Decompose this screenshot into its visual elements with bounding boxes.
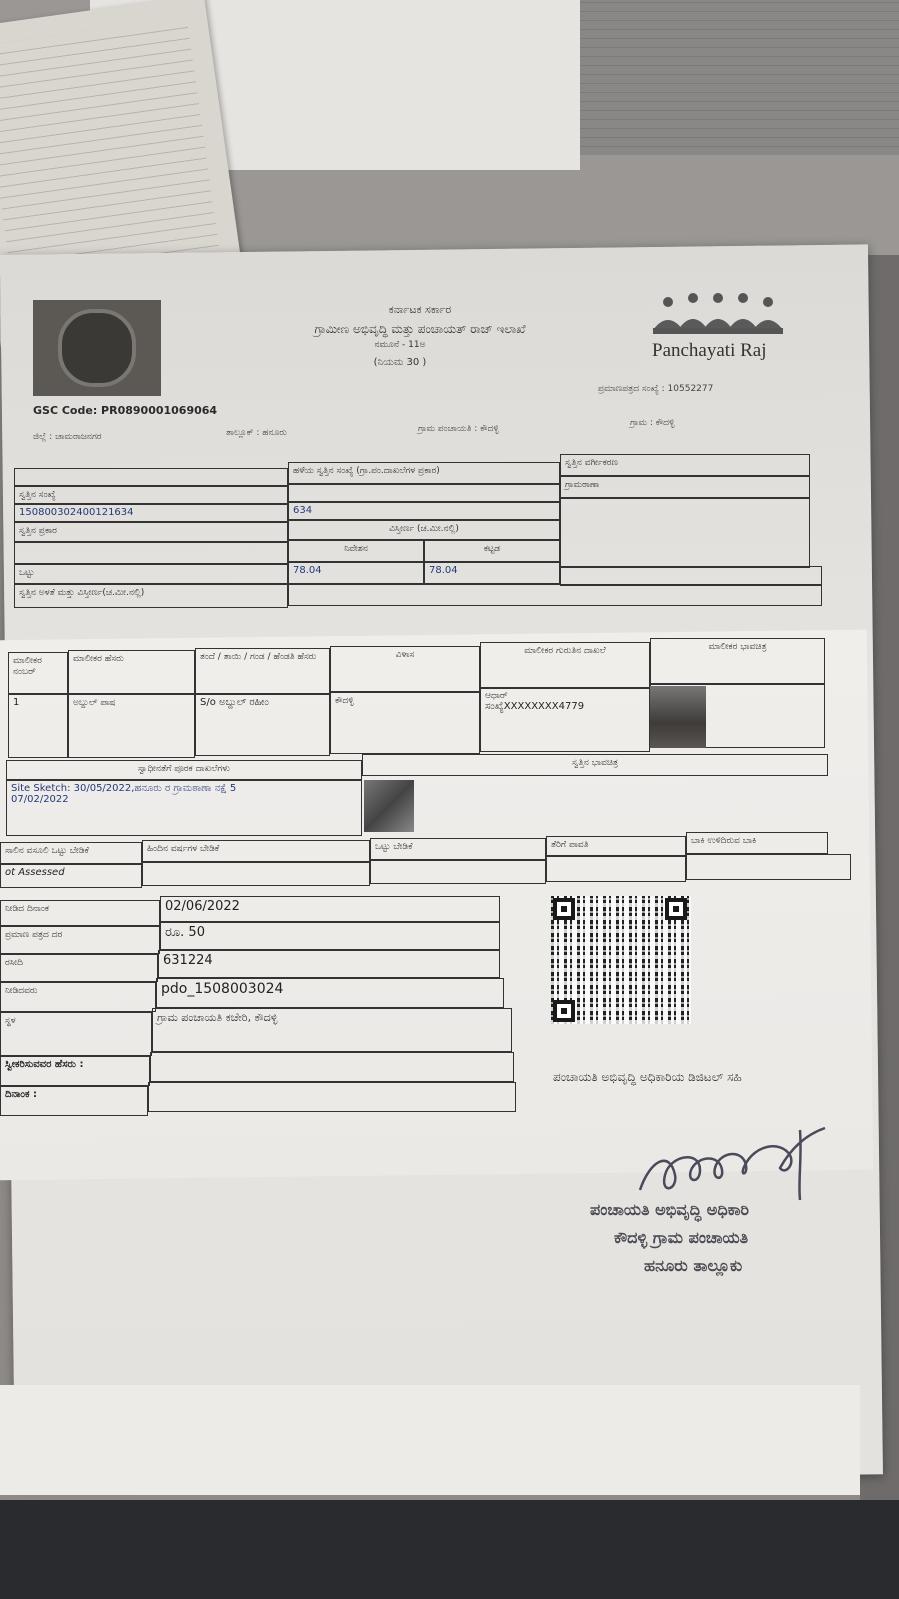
karnataka-emblem [33, 300, 161, 396]
site-area-value: 78.04 [293, 565, 322, 576]
old-property-no-label: ಹಳೆಯ ಸ್ವತ್ತಿನ ಸಂಖ್ಯೆ (ಗ್ರಾ.ಪಂ.ದಾಖಲೆಗಳ ಪ್ರಕಾರ) [293, 466, 440, 476]
place-label: ಸ್ಥಳ [5, 1016, 16, 1026]
owners-header-name: ಮಾಲೀಕರ ಹೆಸರು [73, 654, 124, 664]
classification-value: ಗ್ರಾಮಠಾಣಾ [565, 480, 600, 490]
recipient-date-label: ದಿನಾಂಕ : [5, 1089, 37, 1100]
stamp-line-1: ಪಂಚಾಯತಿ ಅಭಿವೃದ್ಧಿ ಅಧಿಕಾರಿ [590, 1200, 749, 1219]
dimension-label: ಸ್ವತ್ತಿನ ಅಳತೆ ಮತ್ತು ವಿಸ್ತೀರ್ಣ(ಚ.ಮೀ.ನಲ್ಲಿ) [19, 588, 145, 598]
gram-panchayat: ಗ್ರಾಮ ಪಂಚಾಯತಿ : ಕೌದಳ್ಳಿ [418, 424, 499, 434]
tax-header-paid: ತೆರಿಗೆ ಪಾವತಿ [551, 840, 589, 850]
qr-code [551, 896, 691, 1024]
fee-label: ಪ್ರಮಾಣ ಪತ್ರದ ದರ [5, 930, 63, 940]
total-label: ಒಟ್ಟು [19, 568, 35, 578]
gov-name: ಕರ್ನಾಟಕ ಸರ್ಕಾರ [388, 303, 452, 316]
owners-header-id: ಮಾಲೀಕರ ಗುರುತಿನ ದಾಖಲೆ [524, 646, 606, 656]
issue-date-value: 02/06/2022 [165, 899, 240, 914]
recipient-name-label: ಸ್ವೀಕರಿಸುವವರ ಹೆಸರು : [5, 1059, 84, 1070]
issued-by-value: pdo_1508003024 [161, 981, 284, 997]
background-bottom [0, 1500, 899, 1599]
issue-date-label: ನೀಡಿದ ದಿನಾಂಕ [5, 904, 49, 914]
classification-label: ಸ್ವತ್ತಿನ ವರ್ಗೀಕರಣ [565, 458, 618, 468]
stamp-line-3: ಹನೂರು ತಾಲ್ಲೂಕು [644, 1256, 743, 1275]
certificate-number: ಪ್ರಮಾಣಪತ್ರದ ಸಂಖ್ಯೆ : 10552277 [598, 384, 714, 394]
site-label: ನಿವೇಶನ [344, 544, 368, 554]
rule-no: (ನಿಯಮ 30 ) [373, 357, 427, 368]
owner-name: ಅಬ್ದುಲ್ ಪಾಷ [73, 698, 116, 708]
receipt-value: 631224 [163, 953, 213, 968]
stamp-line-2: ಕೌದಳ್ಳಿ ಗ್ರಾಮ ಪಂಚಾಯತಿ [614, 1228, 749, 1247]
taluk: ತಾಲ್ಲೂಕ್ : ಹನೂರು [226, 428, 287, 438]
old-property-no-value: 634 [293, 505, 313, 516]
form-no: ನಮೂನೆ - 11ಅ [374, 340, 426, 350]
owners-header-no: ಮಾಲೀಕರ ನಂಬರ್ [13, 656, 42, 677]
property-type-label: ಸ್ವತ್ತಿನ ಪ್ರಕಾರ [19, 526, 57, 536]
owners-header-address: ವಿಳಾಸ [395, 650, 415, 660]
tax-not-assessed: ot Assessed [5, 867, 65, 878]
panchayati-raj-text: Panchayati Raj [652, 340, 767, 361]
owner-id-type: ಆಧಾರ್ [485, 691, 508, 701]
tax-header-current: ಸಾಲಿನ ವಸೂಲಿ ಒಟ್ಟು ಬೇಡಿಕೆ [5, 846, 89, 856]
supporting-docs-label: ಸ್ವಾಧೀನತೆಗೆ ಪೂರಕ ದಾಖಲೆಗಳು [138, 764, 230, 774]
property-id-label: ಸ್ವತ್ತಿನ ಸಂಖ್ಯೆ [19, 490, 56, 500]
gsc-code: GSC Code: PR089000106906​4 [33, 404, 218, 417]
digital-sign-label: ಪಂಚಾಯತಿ ಅಭಿವೃದ್ಧಿ ಅಧಿಕಾರಿಯ ಡಿಜಿಟಲ್ ಸಹಿ [553, 1070, 742, 1084]
owner-photo [650, 686, 706, 748]
paper-bottom-fold [0, 1385, 860, 1495]
receipt-label: ರಸೀದಿ [5, 958, 23, 968]
background-cloth [555, 0, 899, 155]
tax-header-total: ಒಟ್ಟು ಬೇಡಿಕೆ [375, 842, 413, 852]
dept-name: ಗ್ರಾಮೀಣ ಅಭಿವೃದ್ಧಿ ಮತ್ತು ಪಂಚಾಯತ್ ರಾಜ್ ಇಲಾಖೆ [314, 322, 526, 336]
fee-value: ರೂ. 50 [165, 925, 205, 940]
owners-header-relation: ತಂದೆ / ತಾಯಿ / ಗಂಡ / ಹೆಂಡತಿ ಹೆಸರು [200, 652, 317, 662]
owner-no: 1 [13, 697, 20, 708]
owner-relation: S/o ಅಬ್ದುಲ್ ರಹೀಂ [200, 697, 269, 708]
building-label: ಕಟ್ಟಡ [483, 544, 501, 554]
supporting-doc-line2: 07/02/2022 [11, 794, 69, 805]
issued-by-label: ನೀಡಿದವರು [5, 986, 38, 996]
village: ಗ್ರಾಮ : ಕೌದಳ್ಳಿ [630, 418, 675, 428]
panchayati-raj-logo [648, 290, 788, 340]
owner-id-number: ಸಂಖ್ಯೆXXXXXXXX4779 [485, 701, 585, 712]
owner-address: ಕೌದಳ್ಳಿ [335, 696, 354, 706]
property-id-value: 150800302400121634 [19, 507, 134, 518]
district: ಜಿಲ್ಲೆ : ಚಾಮರಾಜನಗರ [33, 432, 102, 442]
place-value: ಗ್ರಾಮ ಪಂಚಾಯತಿ ಕಚೇರಿ, ಕೌದಳ್ಳಿ [157, 1011, 278, 1024]
tax-header-balance: ಬಾಕಿ ಉಳಿದಿರುವ ಬಾಕಿ [691, 836, 757, 846]
tax-header-previous: ಹಿಂದಿನ ವರ್ಷಗಳ ಬೇಡಿಕೆ [147, 844, 220, 854]
property-photo-label: ಸ್ವತ್ತಿನ ಭಾವಚಿತ್ರ [571, 758, 619, 768]
building-area-value: 78.04 [429, 565, 458, 576]
supporting-doc-line1: Site Sketch: 30/05/2022,ಹನೂರು ರ ಗ್ರಾಮಠಾಣಾ ನಕ್ಷೆ 5 [11, 783, 237, 794]
property-photo [364, 780, 414, 832]
area-label: ವಿಸ್ತೀರ್ಣ (ಚ.ಮೀ.ನಲ್ಲಿ) [389, 524, 459, 534]
owners-header-photo: ಮಾಲೀಕರ ಭಾವಚಿತ್ರ [708, 642, 767, 652]
